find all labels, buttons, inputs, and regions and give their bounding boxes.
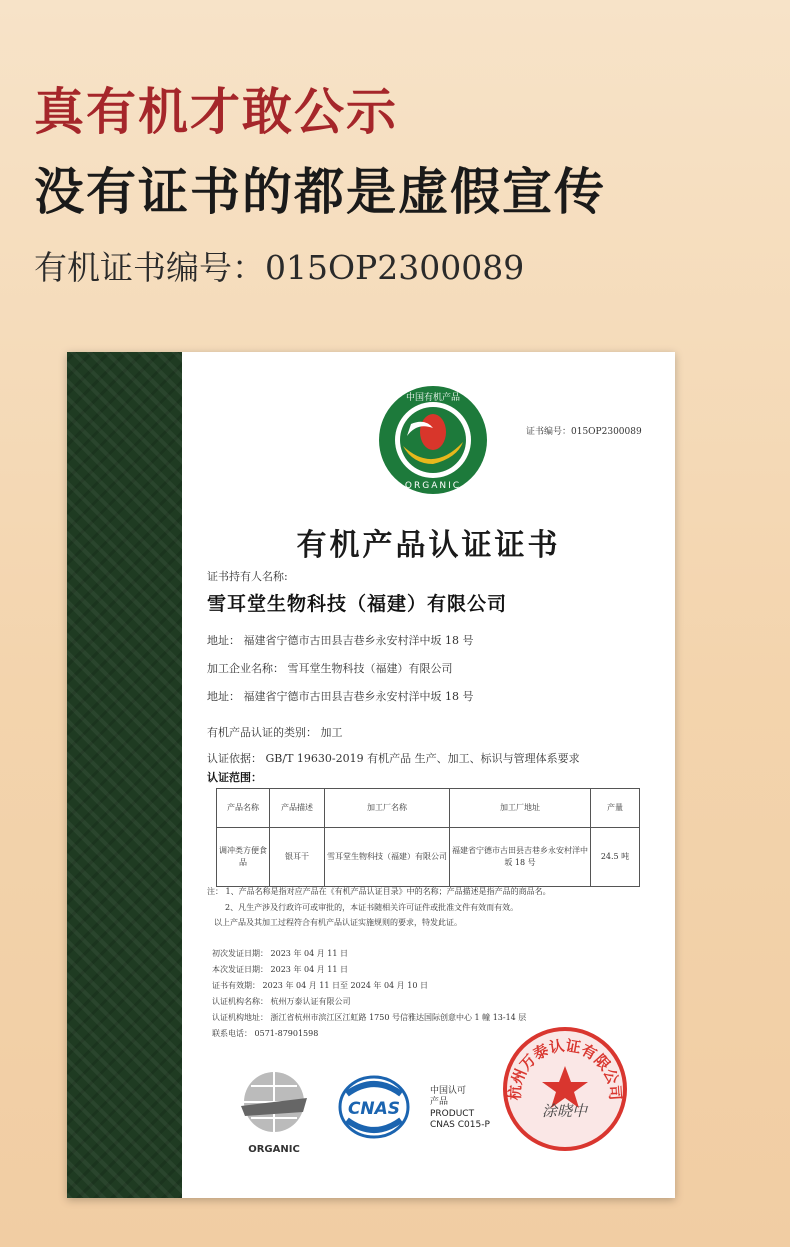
note-line: 以上产品及其加工过程符合有机产品认证实施规则的要求，特发此证。 [214, 918, 462, 927]
holder-label: 证书持有人名称: [207, 570, 288, 583]
accreditation-text [430, 1086, 490, 1131]
certificate-number: 证书编号：015OP2300089 [526, 427, 642, 437]
table-header-cell: 产量 [591, 789, 640, 828]
scope-table-header [217, 789, 640, 828]
seal-text: 杭州万泰认证有限公司 [505, 1036, 625, 1101]
emblem-ring-text: 中国有机产品 [405, 393, 461, 403]
table-cell: 调冲类方便食品 [217, 828, 270, 887]
certifier-name: 认证机构名称： 杭州万泰认证有限公司 [212, 997, 351, 1006]
table-header-cell: 产品名称 [217, 789, 270, 828]
certificate-body [182, 352, 675, 1198]
table-header-cell: 加工厂名称 [325, 789, 450, 828]
certificate-number-headline: 有机证书编号：015OP2300089 [34, 248, 525, 287]
table-header-cell: 产品描述 [270, 789, 325, 828]
processor-name: 加工企业名称： 雪耳堂生物科技（福建）有限公司 [207, 662, 453, 675]
holder-name: 雪耳堂生物科技（福建）有限公司 [207, 593, 508, 615]
accreditation-line: PRODUCT [430, 1108, 475, 1119]
validity-period: 证书有效期： 2023 年 04 月 11 日至 2024 年 04 月 10 日 [212, 981, 428, 990]
organic-logo-label: ORGANIC [248, 1144, 300, 1155]
current-issue-date: 本次发证日期： 2023 年 04 月 11 日 [212, 965, 348, 974]
official-seal-icon [500, 1024, 630, 1154]
certification-category: 有机产品认证的类别： 加工 [207, 726, 343, 739]
headline-line1: 真有机才敢公示 [34, 82, 398, 141]
organic-emblem-icon [377, 384, 489, 496]
scope-label: 认证范围： [207, 771, 262, 784]
cnas-logo-icon [337, 1074, 411, 1140]
table-cell: 雪耳堂生物科技（福建）有限公司 [325, 828, 450, 887]
emblem-bottom-text: ORGANIC [404, 481, 462, 491]
note-line: 注： 1、产品名称是指对应产品在《有机产品认证目录》中的名称；产品描述是指产品的商品名。 [207, 887, 551, 896]
organic-globe-logo-icon [237, 1068, 311, 1156]
accreditation-line: 产品 [430, 1097, 449, 1108]
note-line: 2、凡生产涉及行政许可或审批的，本证书随相关许可证件或批准文件有效而有效。 [225, 903, 519, 912]
cnas-logo-label: CNAS [347, 1099, 401, 1119]
certificate-image [67, 352, 675, 1198]
table-header-cell: 加工厂地址 [450, 789, 591, 828]
processor-address: 地址： 福建省宁德市古田县吉巷乡永安村洋中坂 18 号 [207, 690, 474, 703]
certificate-title: 有机产品认证证书 [296, 528, 561, 563]
certification-basis: 认证依据： GB/T 19630-2019 有机产品 生产、加工、标识与管理体系要求 [207, 752, 580, 765]
table-cell: 24.5 吨 [591, 828, 640, 887]
signature: 涂晓中 [542, 1102, 588, 1120]
headline-line2: 没有证书的都是虚假宣传 [34, 162, 606, 221]
scope-table [216, 788, 640, 887]
accreditation-line: CNAS C015-P [430, 1119, 490, 1130]
certifier-phone: 联系电话： 0571-87901598 [212, 1029, 319, 1038]
table-row [217, 828, 640, 887]
first-issue-date: 初次发证日期： 2023 年 04 月 11 日 [212, 949, 348, 958]
certifier-address: 认证机构地址： 浙江省杭州市滨江区江虹路 1750 号信雅达国际创意中心 1 幢 13-14 层 [212, 1013, 527, 1022]
table-cell: 银耳干 [270, 828, 325, 887]
holder-address: 地址： 福建省宁德市古田县吉巷乡永安村洋中坂 18 号 [207, 634, 474, 647]
table-cell: 福建省宁德市古田县吉巷乡永安村洋中坂 18 号 [450, 828, 591, 887]
certificate-green-band [67, 352, 182, 1198]
accreditation-line: 中国认可 [430, 1086, 467, 1096]
